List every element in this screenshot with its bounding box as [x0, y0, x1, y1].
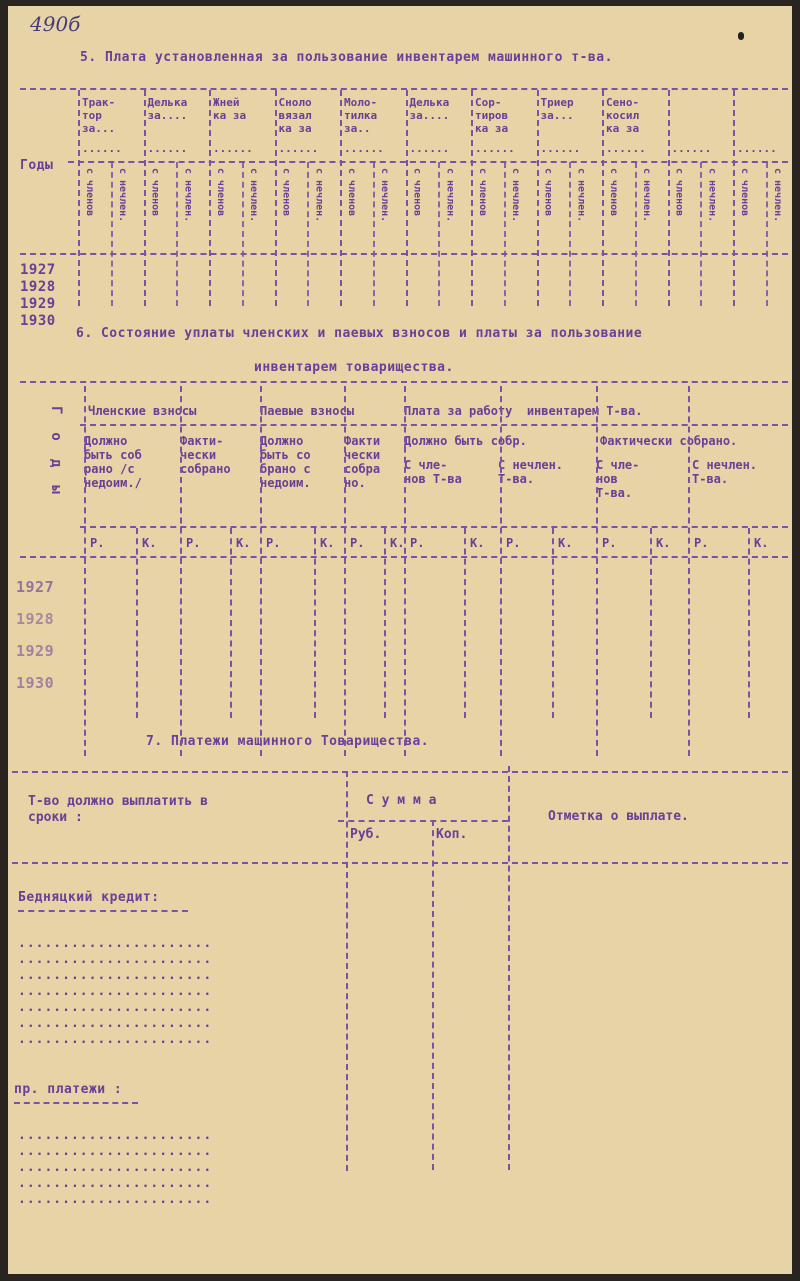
section5-col-dots: ......	[213, 142, 253, 155]
section7-sum-rule	[338, 820, 508, 822]
section6-kop-label: К.	[656, 536, 671, 550]
section6-col-line	[748, 528, 750, 718]
section6-col-line	[84, 386, 86, 756]
section5-col-dots: ......	[737, 142, 777, 155]
section6-should-be: Должно быть собр.	[404, 434, 527, 448]
section7-credit-label: Бедняцкий кредит:	[18, 890, 160, 905]
section5-col-line	[668, 90, 670, 306]
section5-col-line	[78, 90, 80, 306]
section6-rub-label: Р.	[266, 536, 281, 550]
section5-subcol-line	[766, 162, 768, 306]
section6-title-line2: инвентарем товарищества.	[254, 360, 454, 375]
section5-col-dots: ......	[540, 142, 581, 155]
section6-rub-label: Р.	[90, 536, 105, 550]
section7-credit-dot-row: ......................	[18, 936, 213, 951]
section6-year-1929: 1929	[16, 642, 55, 660]
section6-rub-label: Р.	[506, 536, 521, 550]
section7-credit-dot-row: ......................	[18, 1000, 213, 1015]
section5-col-dots: ......	[278, 142, 319, 155]
section5-years-label: Годы	[20, 158, 54, 173]
section5-subcol-line	[569, 162, 571, 306]
section5-sub-nonmembers: с нечлен.	[509, 168, 521, 223]
section6-year-1928: 1928	[16, 610, 55, 628]
document-sheet	[8, 6, 792, 1274]
section6-from-nonmembers: С нечлен. Т-ва.	[498, 458, 564, 486]
section6-kop-label: К.	[754, 536, 769, 550]
section7-credit-dot-row: ......................	[18, 952, 213, 967]
section5-sub-members: с членов	[215, 168, 226, 217]
section5-header-bottom-rule	[20, 253, 788, 255]
section5-subcol-line	[504, 162, 506, 306]
section5-col-line	[209, 90, 211, 306]
section5-year-1928: 1928	[20, 279, 56, 295]
section6-kop-label: К.	[390, 536, 405, 550]
section5-sub-members: с членов	[608, 168, 619, 217]
section6-must-collect: Должно быть соб рано /с недоим./	[84, 434, 142, 490]
handwritten-archive-number: 490б	[30, 12, 81, 36]
section7-other-underline	[14, 1102, 138, 1104]
section5-sub-members: с членов	[739, 168, 750, 217]
section6-top-rule	[20, 381, 788, 383]
section5-col-line	[340, 90, 342, 306]
section7-col-line-3	[508, 766, 510, 1170]
section6-rub-label: Р.	[350, 536, 365, 550]
section5-col-header: Делька за....	[409, 96, 450, 122]
section6-col-line	[552, 528, 554, 718]
section6-rub-label: Р.	[186, 536, 201, 550]
section6-group-membership: Членские взносы	[88, 404, 197, 418]
section6-title-line1: 6. Состояние уплаты членских и паевых взносов и платы за пользование	[76, 326, 643, 341]
section6-kop-label: К.	[236, 536, 251, 550]
section5-subcol-line	[176, 162, 178, 306]
section7-top-rule	[12, 771, 788, 773]
section7-other-dot-row: ......................	[18, 1128, 213, 1143]
section5-col-header: Триер за...	[540, 96, 574, 122]
section7-other-dot-row: ......................	[18, 1192, 213, 1207]
section5-subcol-line	[307, 162, 309, 306]
section5-year-1927: 1927	[20, 262, 56, 278]
section7-col-line-2	[432, 820, 434, 1170]
section7-title: 7. Платежи машинного Товарищества.	[146, 734, 430, 749]
section6-from-members-fact: С чле- нов Т-ва.	[596, 458, 640, 500]
section7-note-header: Отметка о выплате.	[548, 809, 689, 824]
section6-rub-label: Р.	[694, 536, 709, 550]
section5-subcol-line	[438, 162, 440, 306]
section6-group-share: Паевые взносы	[260, 404, 354, 418]
section7-other-dot-row: ......................	[18, 1176, 213, 1191]
section5-col-header: Сноло вязал ка за	[278, 96, 312, 135]
section5-col-dots: ......	[82, 142, 122, 155]
section6-col-line	[650, 528, 652, 718]
section7-header-bottom-rule	[12, 862, 788, 864]
section6-sub-rule	[80, 526, 788, 528]
section7-sum-header: С у м м а	[366, 793, 437, 808]
section7-terms-header: Т-во должно выплатить в сроки :	[28, 794, 209, 825]
section5-col-dots: ......	[409, 142, 450, 155]
section5-sub-nonmembers: с нечлен.	[247, 168, 259, 223]
section5-sub-members: с членов	[280, 168, 292, 217]
section6-col-line	[344, 386, 346, 756]
section5-sub-nonmembers: с нечлен.	[116, 168, 128, 223]
section5-col-dots: ......	[671, 142, 712, 155]
section5-sub-members: с членов	[149, 168, 161, 217]
section5-year-1930: 1930	[20, 313, 56, 329]
section6-col-line	[404, 386, 406, 756]
section5-sub-nonmembers: с нечлен.	[640, 168, 652, 223]
section5-sub-members: с членов	[411, 168, 423, 217]
section5-subcol-line	[111, 162, 113, 306]
section5-col-line	[733, 90, 735, 306]
section6-side-label: Годы	[48, 406, 64, 512]
section7-credit-dot-row: ......................	[18, 1032, 213, 1047]
section6-group-rule	[80, 424, 788, 426]
section6-actually-collected: Факти- чески собрано	[180, 434, 231, 476]
section7-other-dot-row: ......................	[18, 1144, 213, 1159]
section7-credit-dot-row: ......................	[18, 1016, 213, 1031]
section6-kop-label: К.	[320, 536, 335, 550]
section6-col-line	[384, 528, 386, 718]
section5-subcol-line	[700, 162, 702, 306]
section5-sub-members: с членов	[673, 168, 685, 217]
section6-from-nonmembers-fact: С нечлен. Т-ва.	[692, 458, 758, 486]
section6-must-collect-share: Должно быть со брано с недоим.	[260, 434, 311, 490]
section5-col-line	[471, 90, 473, 306]
section6-kop-label: К.	[142, 536, 157, 550]
section5-year-1929: 1929	[20, 296, 56, 312]
section5-sub-nonmembers: с нечлен.	[706, 168, 718, 223]
section5-col-header: Сор- тиров ка за	[475, 96, 509, 135]
section6-year-1927: 1927	[16, 578, 55, 596]
section5-sub-nonmembers: с нечлен.	[444, 168, 456, 223]
section7-col-line-1	[346, 771, 348, 1171]
section5-sub-nonmembers: с нечлен.	[575, 168, 587, 223]
section6-year-1930: 1930	[16, 674, 55, 692]
section6-col-line	[260, 386, 262, 756]
section6-col-line	[230, 528, 232, 718]
section5-col-line	[602, 90, 604, 306]
section5-top-rule	[20, 88, 788, 90]
section5-sub-nonmembers: с нечлен.	[771, 168, 783, 223]
section5-col-header: Трак- тор за...	[82, 96, 116, 135]
section7-other-label: пр. платежи :	[14, 1082, 123, 1097]
section7-rub-header: Руб.	[350, 827, 382, 842]
section6-col-line	[136, 528, 138, 718]
section6-group-fee: Плата за работу инвентарем Т-ва.	[404, 404, 643, 418]
section5-sub-members: с членов	[84, 168, 95, 217]
section5-col-dots: ......	[475, 142, 515, 155]
section6-col-line	[500, 386, 502, 756]
section5-title: 5. Плата установленная за пользование инвентарем машинного т-ва.	[80, 50, 613, 65]
section5-col-header: Жней ка за	[213, 96, 247, 122]
section6-from-members: С чле- нов Т-ва	[404, 458, 462, 486]
section5-col-dots: ......	[344, 142, 384, 155]
section5-col-line	[406, 90, 408, 306]
section6-col-line	[464, 528, 466, 718]
section5-sub-nonmembers: с нечлен.	[378, 168, 390, 223]
section5-subcol-line	[635, 162, 637, 306]
section5-col-line	[275, 90, 277, 306]
section5-sub-members: с членов	[542, 168, 554, 217]
section5-col-line	[537, 90, 539, 306]
section5-sub-nonmembers: с нечлен.	[313, 168, 325, 223]
section6-kop-label: К.	[558, 536, 573, 550]
ink-mark	[738, 32, 744, 40]
section5-subcol-line	[373, 162, 375, 306]
section6-rub-label: Р.	[602, 536, 617, 550]
section6-col-line	[688, 386, 690, 756]
section6-col-line	[180, 386, 182, 756]
section7-credit-underline	[18, 910, 188, 912]
section5-sub-members: с членов	[477, 168, 488, 217]
section5-sub-nonmembers: с нечлен.	[182, 168, 194, 223]
section5-sub-members: с членов	[346, 168, 357, 217]
section5-col-line	[144, 90, 146, 306]
section6-rub-label: Р.	[410, 536, 425, 550]
section5-col-header: Сено- косил ка за	[606, 96, 640, 135]
section6-col-line	[596, 386, 598, 756]
section7-credit-dot-row: ......................	[18, 968, 213, 983]
section5-col-header: Делька за....	[147, 96, 188, 122]
section5-col-header: Моло- тилка за..	[344, 96, 378, 135]
section7-other-dot-row: ......................	[18, 1160, 213, 1175]
section7-kop-header: Коп.	[436, 827, 468, 842]
section6-actually-collected-share: Факти чески собра но.	[344, 434, 381, 490]
section6-col-line	[314, 528, 316, 718]
section6-fact-collected: Фактически собрано.	[600, 434, 738, 448]
section5-col-dots: ......	[606, 142, 646, 155]
section6-kop-label: К.	[470, 536, 485, 550]
section7-credit-dot-row: ......................	[18, 984, 213, 999]
section5-col-dots: ......	[147, 142, 188, 155]
section5-subcol-line	[242, 162, 244, 306]
